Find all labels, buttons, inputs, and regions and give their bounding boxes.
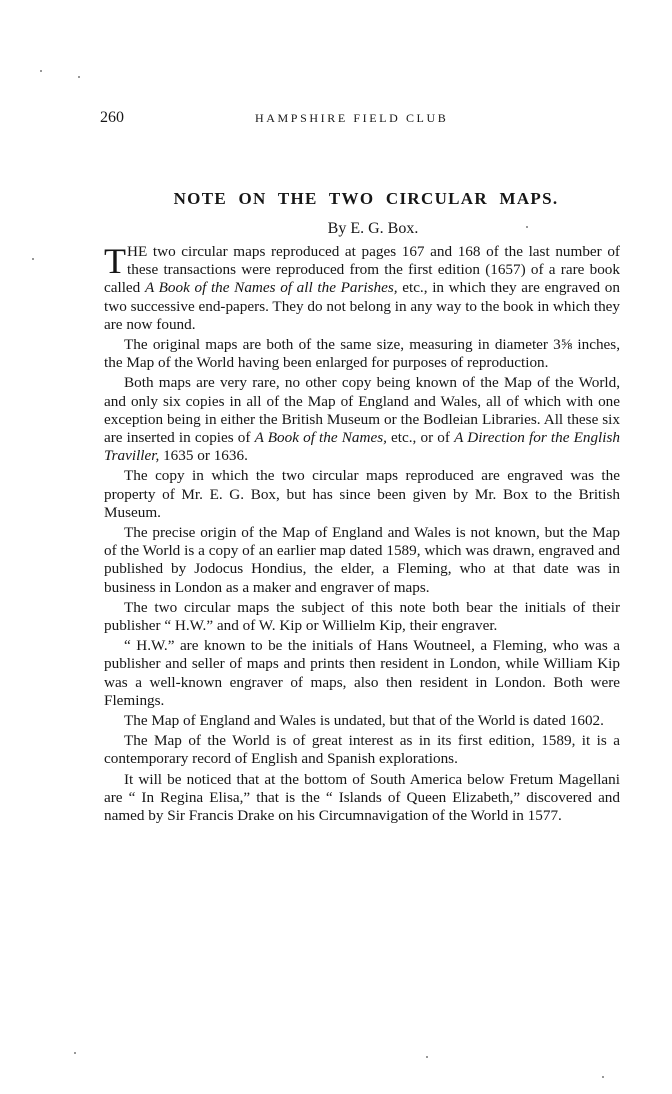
- scan-speck: [74, 1052, 76, 1054]
- paragraph-text: etc., in which they are engraved on two successive end-papers. They do not belong in any way to the book in which they are now found.: [104, 279, 620, 333]
- scan-speck: [78, 76, 80, 78]
- paragraph-text: The copy in which the two circular maps reproduced are engraved was the property of Mr. E. G. Box, but has since been given by Mr. Box to the British Museum.: [104, 467, 620, 521]
- drop-cap: T: [104, 241, 126, 281]
- body-paragraph: [104, 243, 620, 334]
- paragraph-text: The Map of England and Wales is undated, but that of the World is dated 1602.: [124, 712, 604, 730]
- scan-speck: [40, 70, 42, 72]
- paragraph-text: “ H.W.” are known to be the initials of Hans Woutneel, a Fleming, who was a publisher and seller of maps and prints then resident in London, while William Kip was a well-known engraver of maps, also then resident in London. Both were Flemings.: [104, 637, 620, 709]
- article-byline: By E. G. Box.: [327, 220, 419, 237]
- scan-speck: [32, 258, 34, 260]
- article-body: [104, 243, 620, 825]
- paragraph-text: It will be noticed that at the bottom of South America below Fretum Magellani are “ In Regina Elisa,” that is the “ Islands of Queen Elizabeth,” discovered and named by Sir Francis Drake on his Circumnavigation of the World in 1577.: [104, 770, 620, 825]
- scan-speck: [526, 226, 528, 228]
- journal-title: HAMPSHIRE FIELD CLUB: [255, 111, 449, 125]
- paragraph-text: HE two circular maps reproduced at pages 167 and 168 of the last number of these transactions were reproduced from the first edition (1657) of a rare book called: [104, 243, 620, 297]
- body-paragraph: [104, 637, 620, 710]
- body-paragraph: [104, 336, 620, 372]
- page-number: 260: [100, 109, 124, 126]
- body-paragraph: [104, 712, 620, 730]
- body-paragraph: [104, 374, 620, 465]
- scan-speck: [426, 1056, 428, 1058]
- article-title: NOTE ON THE TWO CIRCULAR MAPS.: [173, 189, 559, 208]
- italic-title-text: A Book of the Names,: [254, 429, 387, 447]
- scan-speck: [602, 1076, 604, 1078]
- paragraph-text: The original maps are both of the same size, measuring in diameter 3⅝ inches, the Map of the World having been enlarged for purposes of reproduction.: [104, 336, 620, 372]
- body-paragraph: [104, 599, 620, 635]
- body-paragraph: [104, 467, 620, 522]
- paragraph-text: Both maps are very rare, no other copy being known of the Map of the World, and only six copies in all of the Map of England and Wales, all of which with one exception being in either the British Museum or the Bodleian Libraries. All these six are inserted in copies of: [104, 374, 620, 447]
- paragraph-text: 1635 or 1636.: [159, 447, 248, 465]
- paragraph-text: etc., or of: [386, 429, 455, 447]
- body-paragraph: [104, 732, 620, 768]
- paragraph-text: The Map of the World is of great interest as in its first edition, 1589, it is a contemporary record of English and Spanish explorations.: [104, 732, 620, 768]
- paragraph-text: The precise origin of the Map of England and Wales is not known, but the Map of the World is a copy of an earlier map dated 1589, which was drawn, engraved and published by Jodocus Hondius, the elder, a Fleming, who at that date was in business in London as a maker and engraver of maps.: [104, 524, 620, 596]
- paragraph-text: The two circular maps the subject of this note both bear the initials of their publisher “ H.W.” and of W. Kip or Willielm Kip, their engraver.: [104, 598, 620, 635]
- body-paragraph: [104, 524, 620, 597]
- italic-title-text: A Book of the Names of all the Parishes,: [144, 279, 398, 297]
- italic-title-text: A Direction for the English Traviller,: [104, 429, 620, 465]
- running-header: [100, 108, 622, 128]
- body-paragraph: [104, 771, 620, 826]
